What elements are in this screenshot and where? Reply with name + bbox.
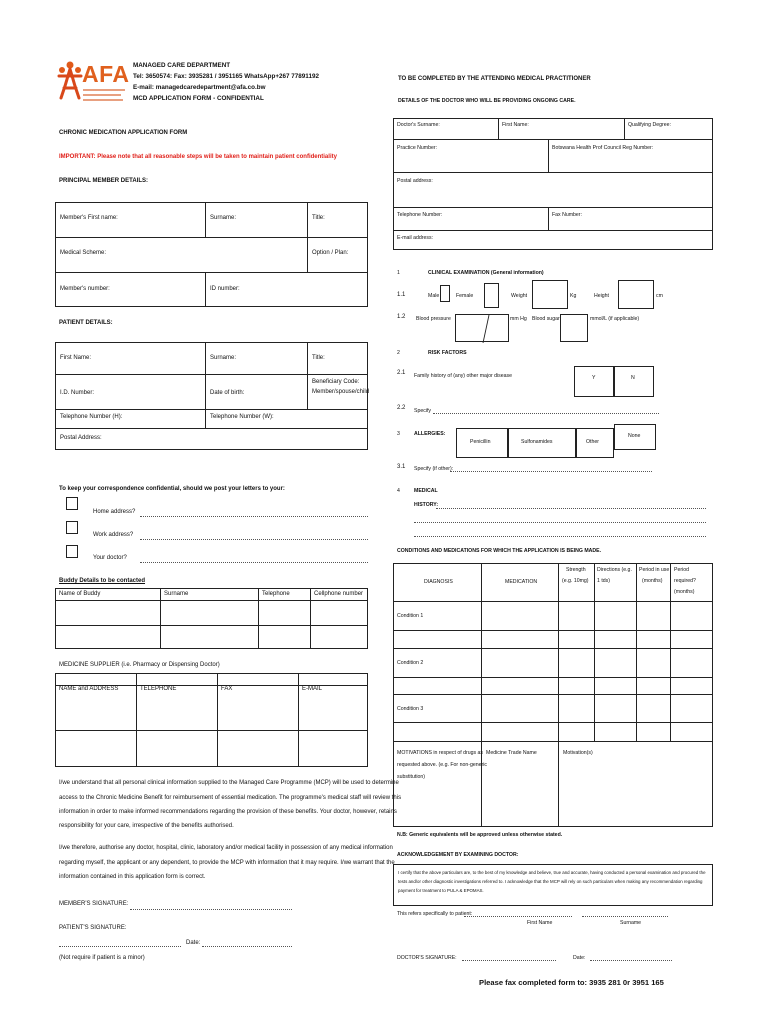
id-number-field[interactable]: ID number: bbox=[210, 286, 240, 292]
refers-surname-line[interactable] bbox=[582, 916, 668, 917]
risk-factors-heading: RISK FACTORS bbox=[428, 350, 467, 356]
sulfonamides-label: Sulfonamides bbox=[521, 439, 553, 445]
header-email: E-mail: managedcaredepartment@afa.co.bw bbox=[133, 84, 266, 91]
header-tel: Tel: 3650574: Fax: 3935281 / 3951165 WhatsApp+267 77891192 bbox=[133, 73, 319, 80]
work-address-checkbox[interactable] bbox=[66, 521, 78, 534]
col-directions: Directions (e.g. bbox=[597, 567, 632, 573]
specify-other-line[interactable] bbox=[450, 471, 652, 472]
fax-instruction: Please fax completed form to: 3935 281 0r 3951 165 bbox=[479, 978, 664, 987]
cm-unit: cm bbox=[656, 293, 663, 299]
afa-logo-icon bbox=[55, 58, 85, 102]
principal-surname-field[interactable]: Surname: bbox=[210, 215, 237, 221]
col-diagnosis: DIAGNOSIS bbox=[424, 579, 453, 585]
col-period-required: Period bbox=[674, 567, 689, 573]
form-title: CHRONIC MEDICATION APPLICATION FORM bbox=[59, 130, 188, 136]
allergies-heading: ALLERGIES: bbox=[414, 431, 446, 437]
s3-number: 3 bbox=[397, 431, 400, 437]
patient-date-label: Date: bbox=[186, 940, 201, 946]
col-strength-example: (e.g. 10mg) bbox=[562, 578, 589, 584]
doctor-signature-label: DOCTOR'S SIGNATURE: bbox=[397, 955, 457, 961]
buddy-col-telephone: Telephone bbox=[262, 591, 290, 597]
specify-label: Specify bbox=[414, 408, 432, 414]
motivation-label-line3: substitution) bbox=[397, 774, 425, 780]
female-checkbox[interactable] bbox=[484, 283, 499, 308]
bp-input[interactable] bbox=[455, 314, 509, 342]
patient-dob-field[interactable]: Date of birth: bbox=[210, 390, 245, 396]
patient-postal-field[interactable]: Postal Address: bbox=[60, 435, 102, 441]
certify-line-1: I certify that the above particulars are, to the best of my knowledge and believe, true and accurate, having conducted a personal examination and procured the bbox=[398, 870, 706, 875]
patient-tel-work-field[interactable]: Telephone Number (W): bbox=[210, 414, 274, 420]
surname-caption: Surname bbox=[620, 920, 642, 926]
height-label: Height bbox=[594, 293, 609, 299]
trade-name-header: Medicine Trade Name bbox=[486, 750, 537, 756]
patient-date-line[interactable] bbox=[202, 946, 292, 947]
your-doctor-label: Your doctor? bbox=[93, 555, 127, 561]
motivation-header: Motivation(s) bbox=[563, 750, 593, 756]
your-doctor-checkbox[interactable] bbox=[66, 545, 78, 558]
specify-other-label: Specify (if other): bbox=[414, 466, 454, 472]
header-form: MCD APPLICATION FORM - CONFIDENTIAL bbox=[133, 95, 264, 102]
refers-label: This refers specifically to patient: bbox=[397, 911, 473, 917]
supplier-col-fax: FAX bbox=[221, 686, 233, 692]
member-signature-line[interactable] bbox=[130, 909, 292, 910]
ack-heading: ACKNOWLEDGEMENT BY EXAMINING DOCTOR: bbox=[397, 852, 519, 858]
dept-name: MANAGED CARE DEPARTMENT bbox=[133, 62, 231, 69]
clinical-exam-heading: CLINICAL EXAMINATION (General information) bbox=[428, 270, 544, 276]
no-label: N bbox=[631, 375, 635, 381]
supplier-col-email: E-MAIL bbox=[302, 686, 323, 692]
doctor-fax-field[interactable]: Fax Number: bbox=[552, 212, 582, 218]
medical-scheme-field[interactable]: Medical Scheme: bbox=[60, 250, 107, 256]
weight-label: Weight bbox=[511, 293, 528, 299]
member-signature-label: MEMBER'S SIGNATURE: bbox=[59, 901, 129, 907]
principal-title-field[interactable]: Title: bbox=[312, 215, 325, 221]
s1-number: 1 bbox=[397, 270, 400, 276]
s22-number: 2.2 bbox=[397, 405, 406, 411]
other-label: Other bbox=[586, 439, 599, 445]
doctor-signature-line[interactable] bbox=[462, 960, 556, 961]
col-strength: Strength bbox=[566, 567, 586, 573]
family-history-yes[interactable] bbox=[574, 366, 614, 397]
doctor-date-label: Date: bbox=[573, 955, 586, 961]
home-address-label: Home address? bbox=[93, 509, 136, 515]
buddy-heading: Buddy Details to be contacted bbox=[59, 578, 146, 584]
sulfonamides-option[interactable] bbox=[508, 428, 576, 458]
condition-2-label: Condition 2 bbox=[397, 660, 424, 666]
practice-number-field[interactable]: Practice Number: bbox=[397, 145, 438, 151]
correspondence-question: To keep your correspondence confidential, should we post your letters to your: bbox=[59, 486, 285, 492]
certify-box bbox=[393, 864, 713, 906]
patient-title-field[interactable]: Title: bbox=[312, 355, 325, 361]
doctor-date-line[interactable] bbox=[590, 960, 672, 961]
buddy-col-cellphone: Cellphone number bbox=[314, 591, 364, 597]
history-line-3[interactable] bbox=[414, 536, 706, 537]
hpc-reg-field[interactable]: Botswana Health Prof Council Reg Number: bbox=[552, 145, 654, 151]
motivation-label-line1: MOTIVATIONS in respect of drugs as bbox=[397, 750, 484, 756]
member-number-field[interactable]: Member's number: bbox=[60, 286, 110, 292]
s2-number: 2 bbox=[397, 350, 400, 356]
to-complete-heading: TO BE COMPLETED BY THE ATTENDING MEDICAL PRACTITIONER bbox=[398, 76, 591, 82]
col-period-use: Period in use bbox=[639, 567, 670, 573]
s21-number: 2.1 bbox=[397, 370, 406, 376]
history-line-1[interactable] bbox=[436, 508, 706, 509]
bp-label: Blood pressure bbox=[416, 316, 451, 322]
buddy-col-surname: Surname bbox=[164, 591, 189, 597]
logo-text: AFA bbox=[82, 61, 130, 87]
principal-first-name-field[interactable]: Member's First name: bbox=[60, 215, 118, 221]
female-label: Female bbox=[456, 293, 474, 299]
doctor-email-field[interactable]: E-mail address: bbox=[397, 235, 434, 241]
weight-input[interactable] bbox=[532, 280, 568, 309]
condition-3-label: Condition 3 bbox=[397, 706, 424, 712]
work-address-label: Work address? bbox=[93, 532, 134, 538]
doctor-postal-field[interactable]: Postal address: bbox=[397, 178, 433, 184]
other-option[interactable] bbox=[576, 428, 614, 458]
qualifying-degree-field[interactable]: Qualifying Degree: bbox=[628, 122, 671, 128]
medical-label: MEDICAL bbox=[414, 488, 438, 494]
s31-number: 3.1 bbox=[397, 464, 406, 470]
history-label: HISTORY: bbox=[414, 502, 439, 508]
col-period-required-q: required? bbox=[674, 578, 696, 584]
mmhg-unit: mm Hg bbox=[510, 316, 527, 322]
male-label: Male bbox=[428, 293, 440, 299]
height-input[interactable] bbox=[618, 280, 654, 309]
supplier-col-name: NAME and ADDRESS bbox=[59, 686, 119, 692]
generic-note: N.B: Generic equivalents will be approved unless otherwise stated. bbox=[397, 832, 563, 838]
beneficiary-type: Member/spouse/child bbox=[312, 389, 370, 395]
patient-surname-field[interactable]: Surname: bbox=[210, 355, 237, 361]
none-label: None bbox=[628, 433, 641, 439]
condition-1-label: Condition 1 bbox=[397, 613, 424, 619]
yes-label: Y bbox=[592, 375, 596, 381]
s4-number: 4 bbox=[397, 488, 400, 494]
specify-line[interactable] bbox=[433, 413, 659, 414]
penicillin-option[interactable] bbox=[456, 428, 508, 458]
logo bbox=[55, 58, 129, 106]
family-history-no[interactable] bbox=[614, 366, 654, 397]
penicillin-label: Penicillin bbox=[470, 439, 491, 445]
patient-id-field[interactable]: I.D. Number: bbox=[60, 390, 95, 396]
home-address-checkbox[interactable] bbox=[66, 497, 78, 510]
supplier-heading: MEDICINE SUPPLIER (i.e. Pharmacy or Dispensing Doctor) bbox=[59, 662, 220, 668]
patient-tel-home-field[interactable]: Telephone Number (H): bbox=[60, 414, 123, 420]
motivation-label-line2: requested above. (e.g. For non-generic bbox=[397, 762, 487, 768]
important-note: IMPORTANT: Please note that all reasonable steps will be taken to maintain patient confidentiality bbox=[59, 154, 337, 160]
doctor-first-name-field[interactable]: First Name: bbox=[502, 122, 529, 128]
doctor-tel-field[interactable]: Telephone Number: bbox=[397, 212, 443, 218]
s11-number: 1.1 bbox=[397, 292, 406, 298]
kg-unit: Kg bbox=[570, 293, 577, 299]
none-option[interactable] bbox=[614, 424, 656, 450]
patient-heading: PATIENT DETAILS: bbox=[59, 320, 113, 326]
supplier-col-telephone: TELEPHONE bbox=[140, 686, 177, 692]
col-period-use-unit: (months) bbox=[642, 578, 663, 584]
family-history-label: Family history of (any) other major disease bbox=[414, 373, 513, 379]
col-medication: MEDICATION bbox=[505, 579, 538, 585]
male-checkbox[interactable] bbox=[440, 285, 450, 302]
patient-signature-line[interactable] bbox=[59, 946, 181, 947]
s12-number: 1.2 bbox=[397, 314, 406, 320]
minor-note: (Not require if patient is a minor) bbox=[59, 955, 145, 961]
principal-heading: PRINCIPAL MEMBER DETAILS: bbox=[59, 178, 149, 184]
patient-signature-label: PATIENT'S SIGNATURE: bbox=[59, 925, 127, 931]
certify-line-3: payment for treatment to PULA & EPOMAS. bbox=[398, 888, 484, 893]
col-directions-example: 1 tds) bbox=[597, 578, 610, 584]
col-period-required-unit: (months) bbox=[674, 589, 695, 595]
mmol-unit: mmol/L (if applicable) bbox=[590, 316, 640, 322]
refers-first-name-line[interactable] bbox=[464, 916, 572, 917]
blood-sugar-label: Blood sugar bbox=[532, 316, 560, 322]
buddy-col-name: Name of Buddy bbox=[59, 591, 101, 597]
first-name-caption: First Name bbox=[527, 920, 553, 926]
history-line-2[interactable] bbox=[414, 522, 706, 523]
blood-sugar-input[interactable] bbox=[560, 314, 588, 342]
beneficiary-code-field[interactable]: Beneficiary Code: bbox=[312, 379, 360, 385]
option-plan-field[interactable]: Option / Plan: bbox=[312, 250, 349, 256]
patient-first-name-field[interactable]: First Name: bbox=[60, 355, 92, 361]
certify-line-2: tests and/or other diagnostic investigations referred to. I acknowledge that the MCP will rely on such particulars when making any recommendation regarding bbox=[398, 879, 703, 884]
doctor-details-heading: DETAILS OF THE DOCTOR WHO WILL BE PROVIDING ONGOING CARE. bbox=[398, 98, 576, 104]
doctor-surname-field[interactable]: Doctor's Surname: bbox=[397, 122, 440, 128]
conditions-heading: CONDITIONS AND MEDICATIONS FOR WHICH THE APPLICATION IS BEING MADE. bbox=[397, 548, 602, 554]
bp-slash-icon bbox=[456, 315, 510, 343]
